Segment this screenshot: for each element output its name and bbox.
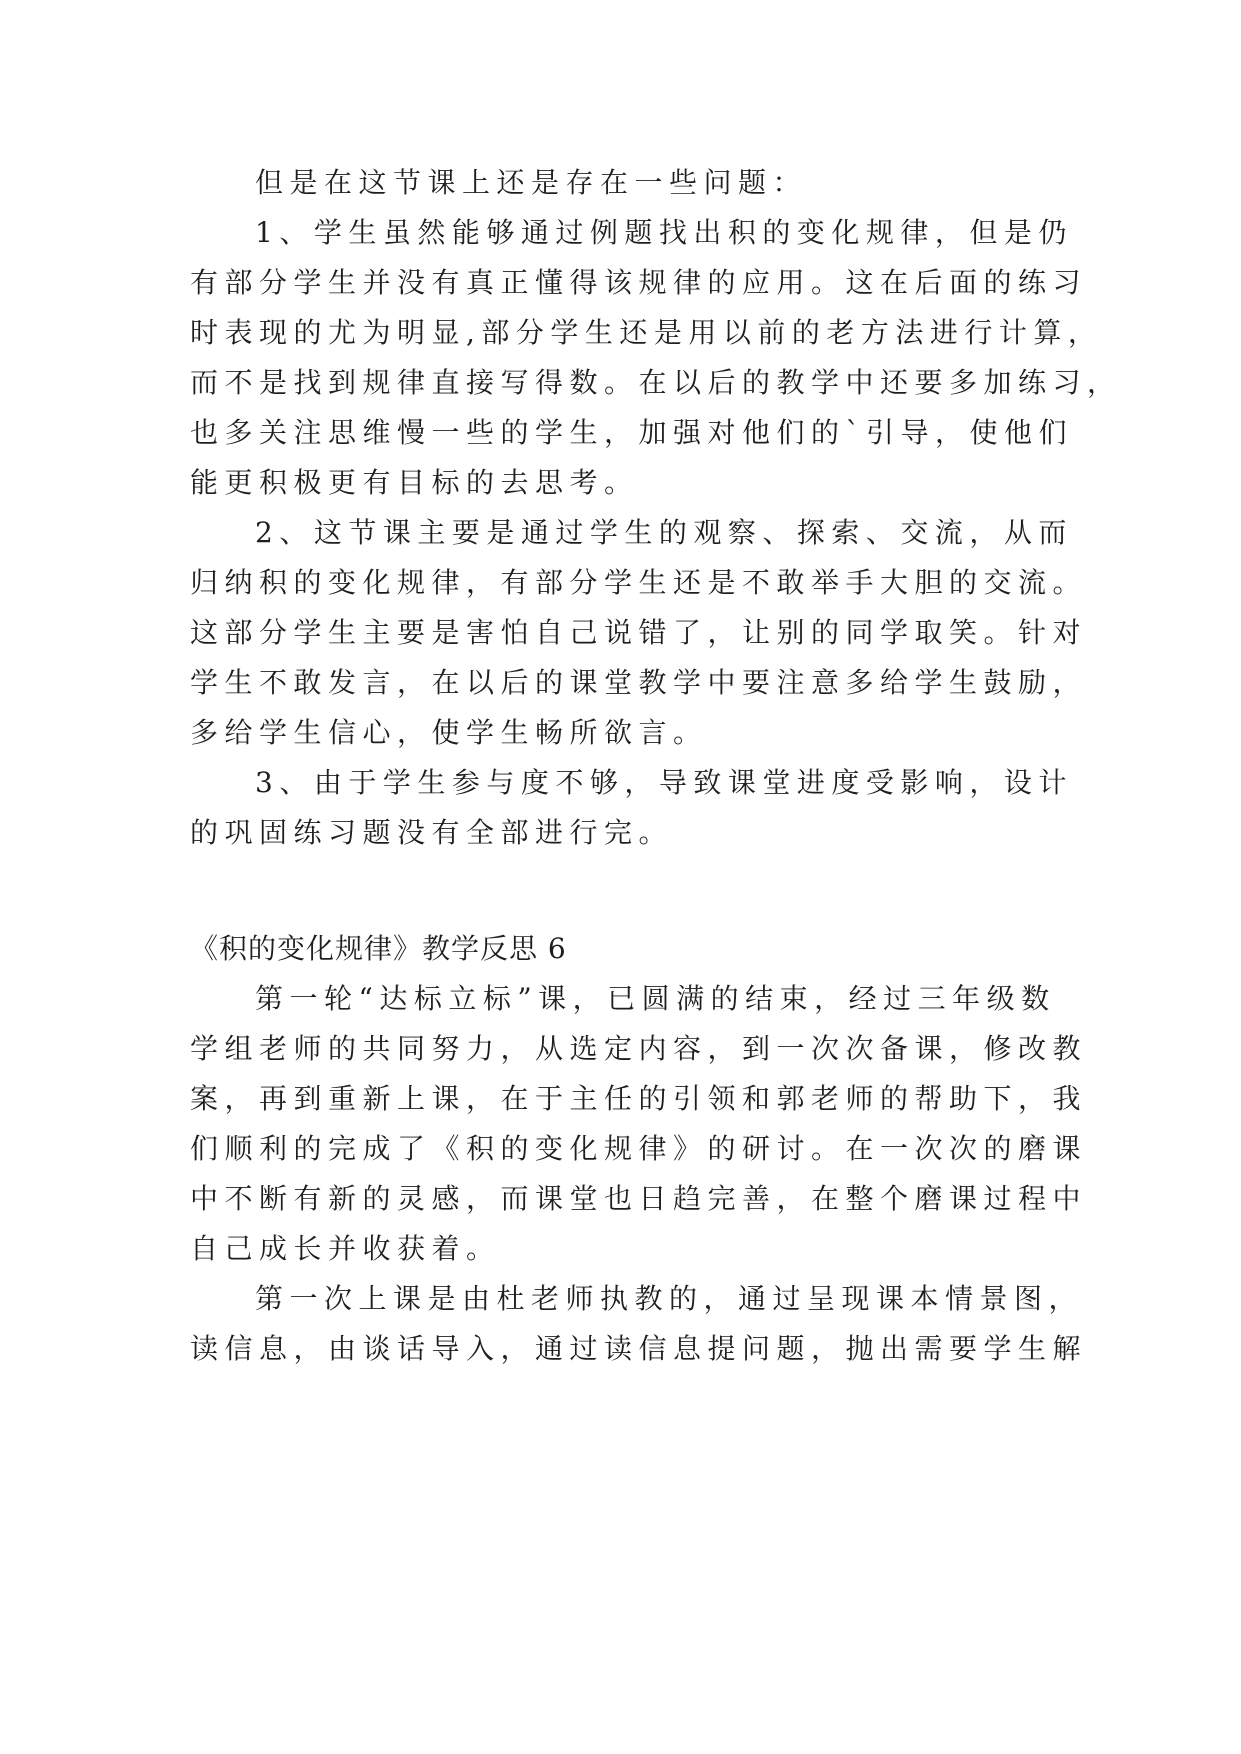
paragraph-line: 案，再到重新上课，在于主任的引领和郭老师的帮助下，我 [190,1082,1088,1115]
section-heading: 《积的变化规律》教学反思 6 [190,932,567,965]
paragraph-line: 3、由于学生参与度不够，导致课堂进度受影响，设计 [255,766,1073,799]
paragraph-line: 1、学生虽然能够通过例题找出积的变化规律，但是仍 [255,216,1073,249]
paragraph-line: 2、这节课主要是通过学生的观察、探索、交流，从而 [255,516,1073,549]
paragraph-line: 多给学生信心，使学生畅所欲言。 [190,716,708,749]
paragraph-line: 中不断有新的灵感，而课堂也日趋完善，在整个磨课过程中 [190,1182,1088,1215]
paragraph-line: 第一轮“达标立标”课，已圆满的结束，经过三年级数 [255,982,1056,1015]
paragraph-line: 这部分学生主要是害怕自己说错了，让别的同学取笑。针对 [190,616,1088,649]
paragraph-line: 学组老师的共同努力，从选定内容，到一次次备课，修改教 [190,1032,1088,1065]
paragraph-line: 读信息，由谈话导入，通过读信息提问题，抛出需要学生解 [190,1332,1088,1365]
paragraph-line: 的巩固练习题没有全部进行完。 [190,816,674,849]
section-gap [190,858,1060,924]
paragraph-line: 也多关注思维慢一些的学生，加强对他们的`引导，使他们 [190,416,1074,449]
paragraph-line: 们顺利的完成了《积的变化规律》的研讨。在一次次的磨课 [190,1132,1088,1165]
paragraph-line: 但是在这节课上还是存在一些问题： [255,166,808,199]
paragraph-line: 归纳积的变化规律，有部分学生还是不敢举手大胆的交流。 [190,566,1088,599]
paragraph-line: 能更积极更有目标的去思考。 [190,466,639,499]
paragraph-line: 学生不敢发言，在以后的课堂教学中要注意多给学生鼓励， [190,666,1088,699]
paragraph-line: 自己成长并收获着。 [190,1232,501,1265]
paragraph-line: 第一次上课是由杜老师执教的，通过呈现课本情景图， [255,1282,1084,1315]
paragraph-line: 而不是找到规律直接写得数。在以后的教学中还要多加练习， [190,366,1122,399]
paragraph-line: 有部分学生并没有真正懂得该规律的应用。这在后面的练习 [190,266,1088,299]
document-page [190,158,1122,1374]
paragraph-line: 时表现的尤为明显,部分学生还是用以前的老方法进行计算， [190,316,1103,349]
